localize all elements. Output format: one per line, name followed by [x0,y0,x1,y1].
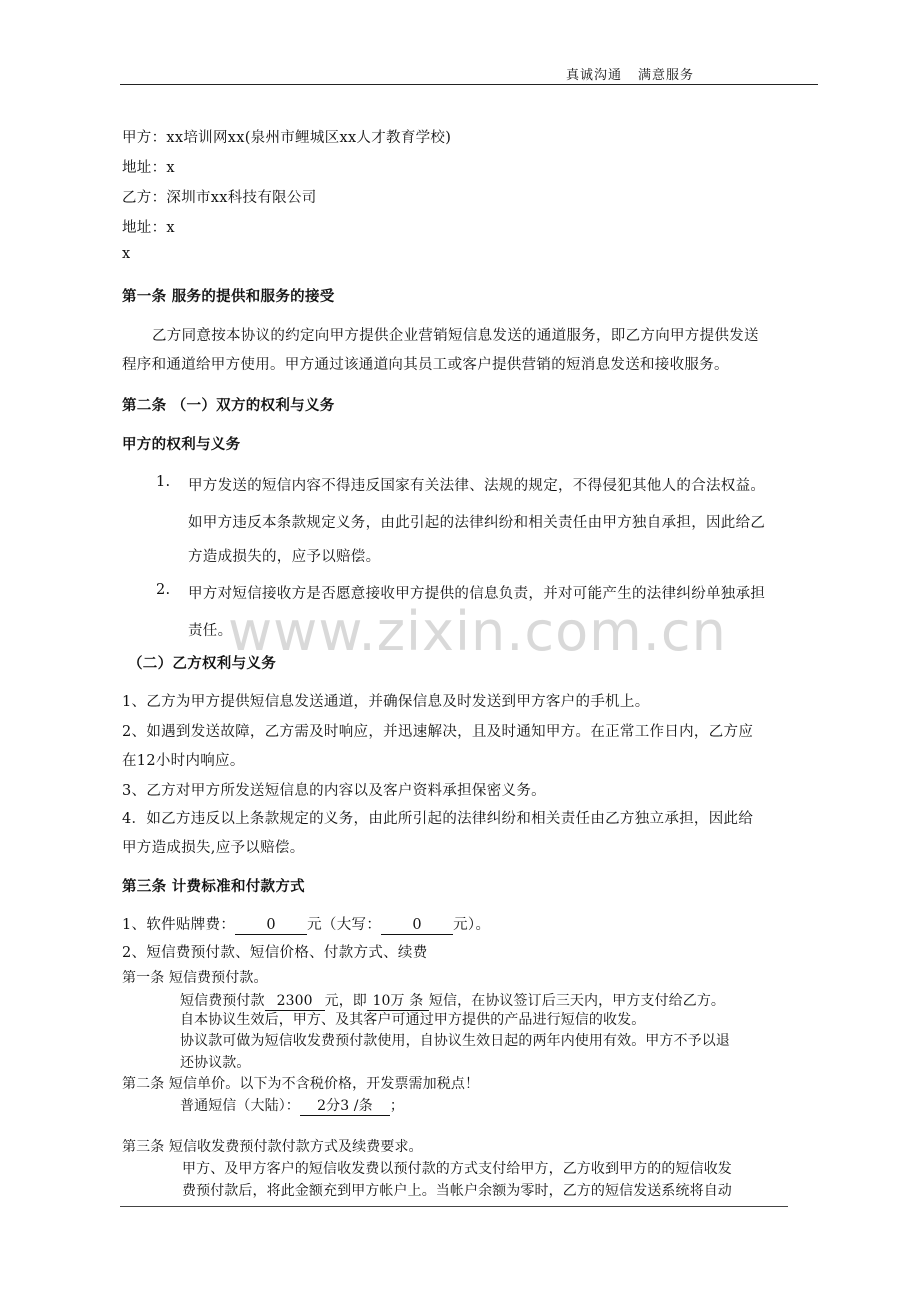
clause-1-line: 协议款可做为短信收发费预付款使用，自协议生效日起的两年内使用有效。甲方不予以退 [180,1033,730,1049]
list-number: 2. [156,582,171,598]
sms-price-label: 普通短信（大陆）： [180,1098,300,1114]
clause-1-line: 自本协议生效后，甲方、及其客户可通过甲方提供的产品进行短信的收发。 [180,1012,646,1028]
article-1-paragraph-line: 乙方同意按本协议的约定向甲方提供企业营销短信息发送的通道服务，即乙方向甲方提供发送 [152,328,759,344]
license-fee-mid: 元（大写： [307,917,382,933]
list-item-line: 甲方对短信接收方是否愿意接收甲方提供的信息负责，并对可能产生的法律纠纷单独承担 [188,586,766,602]
sms-fee-heading: 2、短信费预付款、短信价格、付款方式、续费 [122,945,428,961]
footer-rule [120,1206,788,1207]
party-b: 乙方：深圳市xx科技有限公司 [122,190,317,206]
sms-price-end: ； [389,1098,405,1114]
header-motto [550,64,694,83]
article-3-title: 第三条 计费标准和付款方式 [122,879,305,895]
sms-price-value: 2分3 /条 [300,1098,390,1116]
party-b-duty-line: 2、如遇到发送故障，乙方需及时响应，并迅速解决，且及时通知甲方。在正常工作日内，乙方应 [122,724,754,740]
stray-x: x [122,246,131,262]
list-item-line: 方造成损失的，应予以赔偿。 [188,549,381,565]
party-a: 甲方：xx培训网xx(泉州市鲤城区xx人才教育学校) [122,130,452,146]
header-motto-right: 满意服务 [637,68,694,83]
prepay-sms-count: 10万 条 [367,993,429,1011]
license-fee-value: 0 [235,917,307,935]
page-header [120,62,818,85]
party-b-duty-line: 4．如乙方违反以上条款规定的义务，由此所引起的法律纠纷和相关责任由乙方独立承担，因此给 [122,811,754,827]
header-motto-left: 真诚沟通 [565,68,622,83]
party-b-duty-line: 甲方造成损失,应予以赔偿。 [122,840,305,856]
prepay-amount: 2300 [265,993,325,1011]
prepay-rest: 短信，在协议签订后三天内，甲方支付给乙方。 [428,993,726,1009]
party-b-duty-line: 3、乙方对甲方所发送短信息的内容以及客户资料承担保密义务。 [122,783,546,799]
article-1-paragraph-line: 程序和通道给甲方使用。甲方通过该通道向其员工或客户提供营销的短消息发送和接收服务。 [122,357,729,373]
prepay-prefix: 短信费预付款 [180,993,265,1009]
article-2-title: 第二条 （一）双方的权利与义务 [122,398,335,414]
list-item-line: 责任。 [188,623,233,639]
clause-1-line: 还协议款。 [180,1055,251,1071]
clause-3-line: 费预付款后，将此金额充到甲方帐户上。当帐户余额为零时，乙方的短信发送系统将自动 [182,1183,732,1199]
list-item-line: 甲方发送的短信内容不得违反国家有关法律、法规的规定，不得侵犯其他人的合法权益。 [188,478,766,494]
clause-3-line: 甲方、及甲方客户的短信收发费以预付款的方式支付给甲方，乙方收到甲方的的短信收发 [182,1161,732,1177]
list-item-line: 如甲方违反本条款规定义务，由此引起的法律纠纷和相关责任由甲方独自承担，因此给乙 [188,515,766,531]
watermark: www.zixin.com.cn [228,600,727,663]
party-b-duty-line: 在12小时内响应。 [122,753,245,769]
license-fee-end: 元）。 [453,917,491,933]
party-a-rights-heading: 甲方的权利与义务 [122,437,241,453]
license-fee-label: 1、软件贴牌费： [122,917,236,933]
list-number: 1. [156,474,171,490]
party-b-duty-line: 1、乙方为甲方提供短信息发送通道，并确保信息及时发送到甲方客户的手机上。 [122,694,650,710]
clause-1-line [180,990,725,1011]
prepay-mid: 元，即 [324,993,367,1009]
license-fee-line [122,913,490,935]
clause-3-title: 第三条 短信收发费预付款付款方式及续费要求。 [122,1139,423,1155]
sms-price-line [180,1095,404,1116]
license-fee-capital: 0 [381,917,453,935]
clause-1-title: 第一条 短信费预付款。 [122,970,268,986]
party-b-address: 地址：x [122,220,175,236]
party-b-rights-heading: （二）乙方权利与义务 [128,656,276,672]
party-a-address: 地址：x [122,160,175,176]
article-1-title: 第一条 服务的提供和服务的接受 [122,289,335,305]
clause-2-title: 第二条 短信单价。以下为不含税价格，开发票需加税点！ [122,1076,480,1092]
